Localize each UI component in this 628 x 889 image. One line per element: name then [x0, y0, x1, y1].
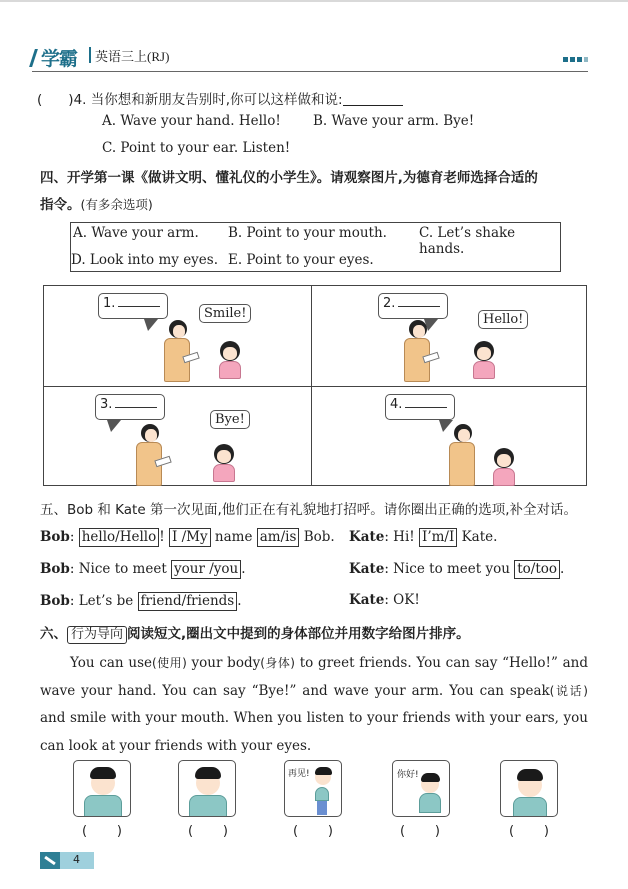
- brand-name: 学霸: [41, 48, 78, 70]
- answer-paren-5[interactable]: ( ): [509, 824, 549, 839]
- book-subject: 英语三上: [95, 50, 148, 65]
- kate-text: OK!: [393, 592, 420, 608]
- picture-card-ears: [73, 760, 131, 817]
- pencil-icon: [40, 852, 60, 869]
- answer-paren-4[interactable]: ( ): [400, 824, 440, 839]
- brand-logo: [32, 44, 77, 71]
- teacher-speech-bubble-4[interactable]: 4.: [385, 394, 455, 420]
- answer-paren-3[interactable]: ( ): [293, 824, 333, 839]
- kate-text: Nice to meet you: [393, 561, 510, 577]
- speaker-bob: Bob: [40, 561, 70, 577]
- picture-card-hello: 你好!: [392, 760, 450, 817]
- behavior-guide-tag: 行为导向: [67, 626, 127, 644]
- option-d: D. Look into my eyes.: [71, 252, 219, 268]
- q4-stem: [37, 88, 403, 108]
- choice-hello[interactable]: hello/Hello: [79, 528, 160, 547]
- choice-im-i[interactable]: I’m/I: [419, 528, 457, 547]
- section4-note: (有多余选项): [80, 197, 153, 212]
- header-divider: [89, 47, 91, 63]
- answer-paren-2[interactable]: ( ): [188, 824, 228, 839]
- choice-your-you[interactable]: your /you: [171, 560, 241, 579]
- picture-card-mouth: [500, 760, 558, 817]
- choice-friend-friends[interactable]: friend/friends: [138, 592, 238, 611]
- word-bob: Bob.: [303, 529, 335, 545]
- word-kate: Kate.: [461, 529, 498, 545]
- page-header: [32, 44, 588, 72]
- picture-grid: [43, 285, 587, 486]
- girl-speech-bubble-1: Smile!: [199, 304, 251, 323]
- section4-title-line2: [40, 193, 153, 213]
- option-b: B. Point to your mouth.: [228, 225, 387, 241]
- dialogue-line-2-kate: Kate: Nice to meet you to/too .: [349, 561, 565, 577]
- speaker-kate: Kate: [349, 561, 385, 577]
- option-c: C. Let’s shake hands.: [419, 225, 516, 257]
- teacher-speech-bubble-3[interactable]: 3.: [95, 394, 165, 420]
- section5-title: 五、Bob 和 Kate 第一次见面,他们正在有礼貌地打招呼。请你圈出正确的选项,补全对话。: [40, 502, 578, 518]
- book-edition: (RJ): [147, 49, 170, 64]
- picture-card-bye: 再见!: [284, 760, 342, 817]
- speaker-bob: Bob: [40, 593, 70, 609]
- q4-option-a: A. Wave your hand. Hello!: [102, 113, 281, 129]
- option-a: A. Wave your arm.: [73, 225, 199, 241]
- answer-paren-close: ): [68, 92, 74, 108]
- section6-title: 六、 行为导向 阅读短文,圈出文中提到的身体部位并用数字给图片排序。: [40, 626, 470, 642]
- q4-underline: [343, 92, 403, 106]
- answer-paren-open: (: [37, 92, 43, 108]
- dialogue-line-1: Bob: hello/Hello ! I /My name am/is Bob.: [40, 529, 335, 545]
- bob-text: Let’s be: [78, 593, 134, 609]
- section4-title: 四、开学第一课《做讲文明、懂礼仪的小学生》。请观察图片,为德育老师选择合适的: [40, 170, 538, 186]
- q4-question: 4. 当你想和新朋友告别时,你可以这样做和说:: [73, 92, 343, 108]
- teacher-speech-bubble-2[interactable]: 2.: [378, 293, 448, 319]
- word-hi: Hi!: [393, 529, 415, 545]
- q4-option-c: C. Point to your ear. Listen!: [102, 140, 291, 156]
- q4-option-b: B. Wave your arm. Bye!: [313, 113, 475, 129]
- options-box: [70, 222, 561, 272]
- choice-am-is[interactable]: am/is: [257, 528, 300, 547]
- dialogue-line-1-kate: Kate: Hi! I’m/I Kate.: [349, 529, 498, 545]
- dialogue-line-2: Bob: Nice to meet your /you .: [40, 561, 246, 577]
- dialogue-line-3: Bob: Let’s be friend/friends .: [40, 593, 242, 609]
- answer-paren-1[interactable]: ( ): [82, 824, 122, 839]
- girl-speech-bubble-3: Bye!: [210, 410, 250, 429]
- teacher-speech-bubble-1[interactable]: 1.: [98, 293, 168, 319]
- picture-card-point-ears: [178, 760, 236, 817]
- reading-passage: You can use(使用) your body(身体) to greet friends. You can say “Hello!” and wave your hand. You can say “Bye!” and wave your arm. You can speak(说话) and smile with your mouth. When you listen to your friends with your ears, you can look at your friends with your eyes.: [40, 655, 588, 754]
- girl-speech-bubble-2: Hello!: [478, 310, 528, 329]
- page-number-tab: [40, 852, 94, 869]
- section6-instructions: 阅读短文,圈出文中提到的身体部位并用数字给图片排序。: [127, 626, 470, 642]
- option-e: E. Point to your eyes.: [228, 252, 374, 268]
- speaker-kate: Kate: [349, 529, 385, 545]
- page-number: 4: [73, 853, 80, 866]
- speaker-kate: Kate: [349, 592, 385, 608]
- section4-title-cont: 指令。: [40, 197, 81, 213]
- top-border: [0, 0, 628, 2]
- choice-i-my[interactable]: I /My: [169, 528, 211, 547]
- speaker-bob: Bob: [40, 529, 70, 545]
- word-name: name: [214, 529, 253, 545]
- choice-to-too[interactable]: to/too: [514, 560, 560, 579]
- book-title: [95, 46, 169, 65]
- bob-text: Nice to meet: [78, 561, 167, 577]
- header-decoration-squares: [563, 57, 588, 62]
- dialogue-line-3-kate: Kate: OK!: [349, 592, 420, 608]
